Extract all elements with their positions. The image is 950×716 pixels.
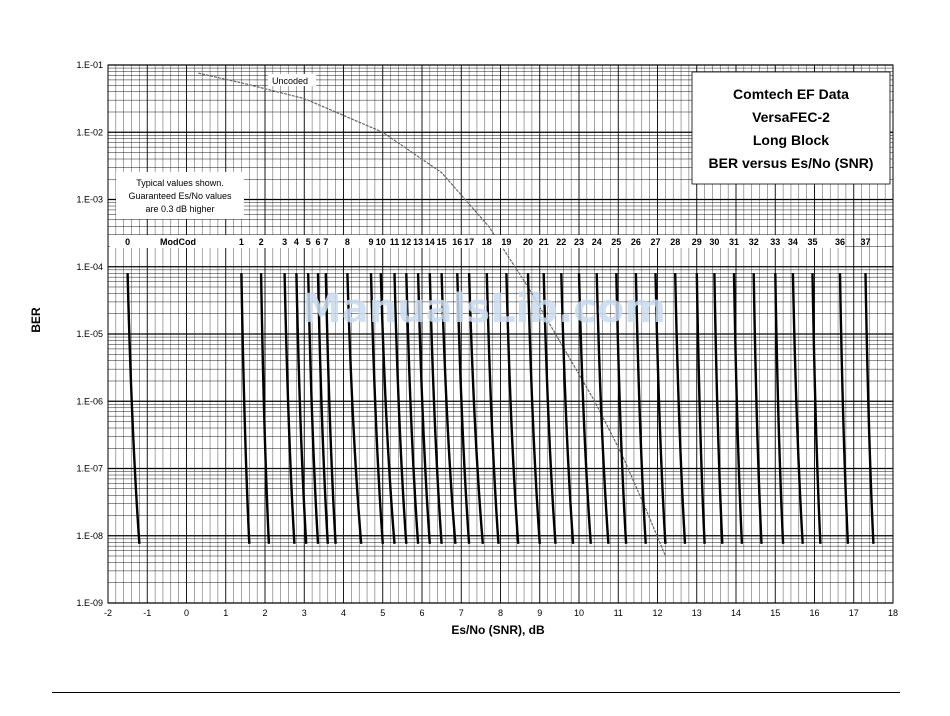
x-tick-label: 9 [537, 608, 543, 618]
modcod-label-34: 34 [787, 237, 798, 247]
modcod-curve-36 [840, 274, 848, 544]
y-axis-title: BER [29, 307, 43, 333]
uncoded-label: Uncoded [272, 76, 309, 86]
modcod-label-27: 27 [650, 237, 661, 247]
modcod-curve-31 [734, 274, 742, 544]
modcod-header: ModCod [160, 237, 196, 247]
modcod-label-24: 24 [591, 237, 602, 247]
note-box [116, 172, 244, 219]
modcod-label-25: 25 [611, 237, 622, 247]
modcod-curve-28 [675, 274, 685, 544]
modcod-label-37: 37 [860, 237, 871, 247]
title-box [692, 72, 890, 184]
y-tick-label: 1.E-01 [76, 60, 103, 70]
x-tick-label: 16 [809, 608, 820, 618]
modcod-label-26: 26 [630, 237, 641, 247]
note-line-1: Typical values shown. [136, 178, 224, 188]
y-tick-label: 1.E-04 [76, 261, 103, 272]
modcod-label-14: 14 [424, 237, 435, 247]
modcod-curve-32 [754, 274, 762, 544]
modcod-label-32: 32 [748, 237, 759, 247]
modcod-label-29: 29 [691, 237, 702, 247]
y-tick-label: 1.E-07 [76, 463, 103, 474]
footer-rule [52, 692, 900, 693]
modcod-curve-34 [793, 274, 803, 544]
title-line-3: Long Block [752, 132, 830, 148]
title-line-2: VersaFEC-2 [752, 109, 830, 125]
modcod-label-5: 5 [305, 237, 311, 247]
modcod-label-28: 28 [670, 237, 681, 247]
modcod-label-30: 30 [709, 237, 720, 247]
modcod-curve-33 [775, 274, 783, 544]
x-tick-label: 10 [573, 608, 585, 618]
modcod-label-23: 23 [573, 237, 585, 247]
modcod-label-9: 9 [368, 237, 374, 247]
x-tick-label: 2 [262, 608, 268, 618]
modcod-label-17: 17 [464, 237, 475, 247]
x-tick-label: 13 [691, 608, 702, 618]
modcod-label-4: 4 [293, 237, 299, 247]
modcod-label-3: 3 [282, 237, 288, 247]
modcod-label-21: 21 [538, 237, 549, 247]
x-tick-label: 1 [223, 608, 229, 618]
modcod-label-22: 22 [556, 237, 567, 247]
modcod-curve-0 [128, 274, 140, 544]
note-line-3: are 0.3 dB higher [145, 204, 215, 214]
modcod-label-6: 6 [315, 237, 321, 247]
modcod-label-0: 0 [125, 237, 131, 247]
x-tick-label: 11 [613, 608, 623, 618]
x-tick-label: 5 [380, 608, 386, 618]
modcod-curve-35 [813, 274, 821, 544]
modcod-label-7: 7 [323, 237, 329, 247]
x-tick-label: 15 [770, 608, 781, 618]
x-tick-label: 17 [848, 608, 859, 618]
x-tick-label: -1 [143, 608, 152, 618]
x-tick-label: -2 [103, 608, 113, 618]
note-line-2: Guaranteed Es/No values [128, 191, 232, 201]
modcod-label-11: 11 [389, 237, 400, 247]
modcod-label-10: 10 [375, 237, 386, 247]
modcod-labels [110, 235, 871, 248]
modcod-label-15: 15 [436, 237, 447, 247]
x-tick-label: 6 [419, 608, 425, 618]
title-line-4: BER versus Es/No (SNR) [708, 155, 874, 171]
x-tick-label: 8 [497, 608, 504, 618]
x-tick-label: 0 [183, 608, 190, 618]
modcod-curve-29 [697, 274, 705, 544]
x-tick-label: 4 [340, 608, 347, 618]
modcod-label-1: 1 [238, 237, 244, 247]
modcod-label-2: 2 [258, 237, 264, 247]
y-tick-label: 1.E-08 [76, 530, 103, 541]
x-tick-label: 3 [301, 608, 307, 618]
title-line-1: Comtech EF Data [733, 86, 849, 102]
modcod-label-8: 8 [344, 237, 350, 247]
modcod-label-33: 33 [770, 237, 781, 247]
modcod-label-20: 20 [522, 237, 534, 247]
modcod-curve-30 [714, 274, 722, 544]
modcod-label-13: 13 [413, 237, 424, 247]
y-tick-label: 1.E-03 [76, 194, 103, 205]
modcod-label-18: 18 [481, 237, 492, 247]
x-axis-title: Es/No (SNR), dB [451, 623, 545, 637]
y-tick-label: 1.E-05 [76, 329, 103, 339]
y-tick-label: 1.E-06 [76, 396, 103, 407]
x-tick-label: 12 [652, 608, 663, 618]
x-tick-label: 7 [458, 608, 464, 618]
modcod-curve-1 [241, 274, 249, 544]
modcod-label-19: 19 [501, 237, 512, 247]
modcod-label-35: 35 [807, 237, 818, 247]
x-tick-label: 18 [887, 608, 899, 618]
modcod-label-12: 12 [401, 237, 412, 247]
modcod-label-36: 36 [834, 237, 846, 247]
modcod-curve-3 [285, 274, 295, 544]
modcod-label-16: 16 [452, 237, 463, 247]
watermark: ManualsLib.com [301, 286, 667, 332]
x-tick-label: 14 [730, 608, 742, 618]
y-tick-label: 1.E-02 [76, 127, 103, 138]
y-tick-label: 1.E-09 [76, 598, 103, 608]
modcod-label-31: 31 [728, 237, 740, 247]
